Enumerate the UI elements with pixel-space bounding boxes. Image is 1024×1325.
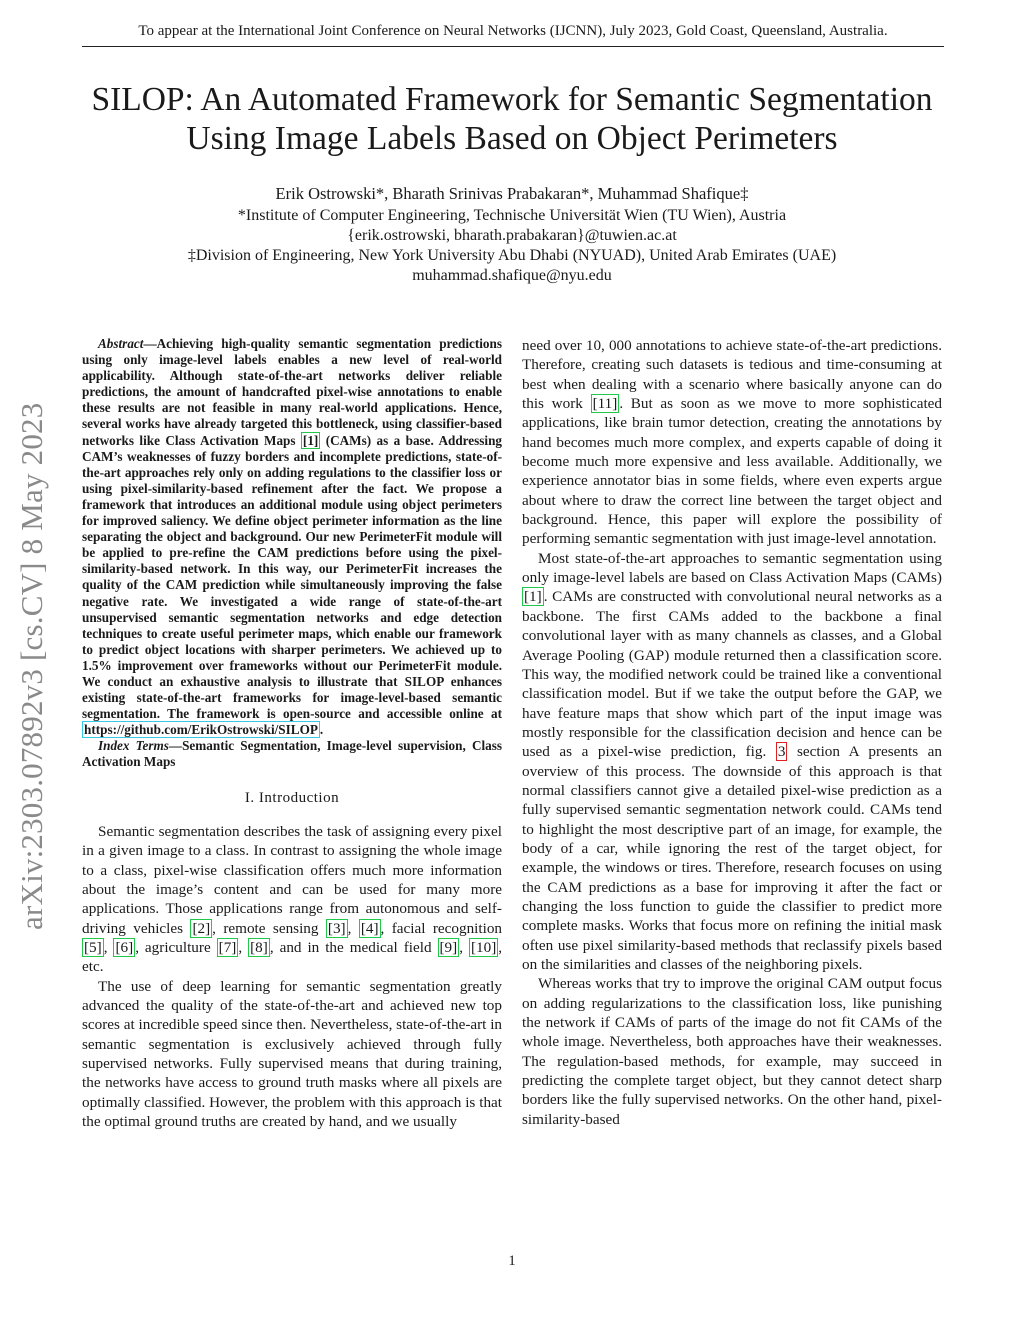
arxiv-stamp: arXiv:2303.07892v3 [cs.CV] 8 May 2023 — [14, 402, 49, 930]
citation-link[interactable]: [9] — [439, 938, 458, 956]
citation-link[interactable]: [2] — [192, 919, 211, 937]
citation-link[interactable]: [6] — [115, 938, 134, 956]
right-column — [522, 336, 942, 1129]
email-2: muhammad.shafique@nyu.edu — [412, 267, 612, 284]
right-paragraph-2: Most state-of-the-art approaches to semantic segmentation using only image-level labels are based on Class Activation Maps (CAMs) [1] . CAMs are constructed with convolutional neural networks as a backbone. The first CAMs added to the backbone a final convolutional layer with as many channels as classes, and a Global Average Pooling (GAP) module returned then a classification score. This way, the modified network could be trained like a conventional classification model. But if we take the output before the GAP, we have feature maps that show which part of the input image was mostly responsible for the classification decision and hence can be used as a pixel-wise prediction, fig. 3 section A presents an overview of this process. The downside of this approach is that normal classifiers cannot give a detailed pixel-wise prediction as a fully supervised semantic segmentation network could. CAMs tend to highlight the most descriptive part of an image, for example, the body of a car, while ignoring the rest of the target object, for example, the windows or tires. Therefore, research focuses on using the CAM predictions as a base for improving it after the fact or changing the loss function to guide the classifier to predict more complete masks. Works that focus more on refining the initial mask often use pixel similarity-based methods that reclassify pixels based on the similarities and classes of the neighboring pixels. — [522, 549, 942, 973]
page-number: 1 — [508, 1253, 516, 1269]
affiliation-2: ‡Division of Engineering, New York University Abu Dhabi (NYUAD), United Arab Emirates (UAE) — [187, 247, 837, 264]
index-terms-label: Index Terms — [98, 738, 169, 754]
intro-paragraph-1: Semantic segmentation describes the task of assigning every pixel in a given image to a class. In contrast to assigning the whole image to a class, pixel-wise classification offers much more information about the image’s content and can be used for many more applications. Those applications range from autonomous and self-driving vehicles [2] , remote sensing [3] , [4] , facial recognition [5] , [6] , agriculture [7] , [8] , and in the medical field [9] , [10] , etc. — [82, 822, 503, 976]
intro-paragraph-2: The use of deep learning for semantic segmentation greatly advanced the quality of the state-of-the-art and achieved new top scores at incredible speed since then. Nevertheless, state-of-the-art in semantic segmentation is exclusively achieved through fully supervised networks. Fully supervised means that during training, the networks have access to ground truth masks where all pixels are optimally classified. However, the problem with this approach is that the optimal ground truths are created by hand, and we usually — [82, 977, 503, 1131]
author-names: Erik Ostrowski*, Bharath Srinivas Prabakaran*, Muhammad Shafique‡ — [275, 184, 749, 203]
citation-link[interactable]: [1] — [524, 588, 542, 606]
email-1: {erik.ostrowski, bharath.prabakaran}@tuwien.ac.at — [347, 227, 677, 244]
citation-link[interactable]: [4] — [360, 919, 379, 937]
citation-link[interactable]: [5] — [84, 938, 102, 956]
left-column — [82, 336, 502, 1131]
figure-link[interactable]: 3 — [777, 743, 786, 761]
abstract-text-b: (CAMs) as a base. Addressing CAM’s weaknesses of fuzzy borders and incomplete predictions, state-of-the-art approaches rely only on adding regulations to the classifier loss or using pixel-similarity-based refinement after the fact. We propose a framework that introduces an additional module using object perimeters for improved saliency. We define object perimeter information as the line separating the object and background. Our new PerimeterFit module will be applied to pre-refine the CAM predictions before using the pixel-similarity-based network. In this way, our PerimeterFit increases the quality of the CAM prediction while simultaneously improving the false negative rate. We investigated a wide range of state-of-the-art unsupervised semantic segmentation networks and edge detection techniques to create useful perimeter maps, which enable our framework to predict object locations with sharper perimeters. We achieved up to 1.5% improvement over frameworks without our PerimeterFit module. We conduct an exhaustive analysis to illustrate that SILOP enhances existing state-of-the-art frameworks for image-level-based semantic segmentation. The framework is open-source and accessible online at — [82, 432, 502, 722]
title-line-2: Using Image Labels Based on Object Perimeters — [186, 120, 838, 157]
citation-link[interactable]: [8] — [250, 938, 268, 956]
right-paragraph-3: Whereas works that try to improve the original CAM output focus on adding regularizations to the classification loss, like punishing the network if CAMs of parts of the image do not fit CAMs of the whole image. Nevertheless, both approaches have their weaknesses. The regulation-based methods, for example, may succeed in predicting the complete target object, but they cannot detect sharp borders like the fully supervised networks. On the other hand, pixel-similarity-based — [522, 975, 942, 1128]
paper-title — [60, 80, 964, 158]
github-link[interactable]: https://github.com/ErikOstrowski/SILOP — [84, 722, 318, 738]
affiliation-1: *Institute of Computer Engineering, Technische Universität Wien (TU Wien), Austria — [237, 207, 787, 224]
index-terms — [82, 738, 502, 770]
citation-link[interactable]: [3] — [327, 919, 346, 937]
abstract: Abstract—Achieving high-quality semantic segmentation predictions using only image-level labels enables a new level of real-world applicability. Although state-of-the-art networks deliver reliable predictions, the amount of handcrafted pixel-wise annotations to enable these results are not feasible in many real-world applications. Hence, several works have already targeted this bottleneck, using classifier-based networks like Class Activation Maps [1] (CAMs) as a base. Addressing CAM’s weaknesses of fuzzy borders and incomplete predictions, state-of-the-art approaches rely only on adding regulations to the classifier loss or using pixel-similarity-based refinement after the fact. We propose a framework that introduces an additional module using object perimeters for improved saliency. We define object perimeter information as the line separating the object and background. Our new PerimeterFit module will be applied to pre-refine the CAM predictions before using the pixel-similarity-based network. In this way, our PerimeterFit increases the quality of the CAM prediction while simultaneously improving the false negative rate. We investigated a wide range of state-of-the-art unsupervised semantic segmentation networks and edge detection techniques to create useful perimeter maps, which enable our framework to predict object locations with sharper perimeters. We achieved up to 1.5% improvement over frameworks without our PerimeterFit module. We conduct an exhaustive analysis to illustrate that SILOP enhances existing state-of-the-art frameworks for image-level-based semantic segmentation. The framework is open-source and accessible online at https://github.com/ErikOstrowski/SILOP . — [82, 336, 502, 738]
citation-link[interactable]: [11] — [592, 395, 618, 413]
conference-note: To appear at the International Joint Conference on Neural Networks (IJCNN), July 2023, Gold Coast, Queensland, Australia. — [82, 23, 944, 47]
author-block — [60, 184, 964, 286]
section-heading: I. Introduction — [244, 789, 340, 806]
right-paragraph-1: need over 10, 000 annotations to achieve state-of-the-art predictions. Therefore, creating such datasets is tedious and time-consuming at best when dealing with a scenario where basically anyone can do this work [11] . But as soon as we move to more sophisticated applications, like brain tumor detection, creating the annotations by hand becomes much more complex, and experts capable of doing it become much more expensive and less available. Additionally, we experience annotator bias in some fields, where even experts argue about where to draw the correct line between the target object and background. Hence, this paper will explore the possibility of performing semantic segmentation with just image-level annotation. — [522, 337, 943, 548]
abstract-label: Abstract — [98, 336, 144, 351]
title-line-1: SILOP: An Automated Framework for Semantic Segmentation — [91, 81, 933, 118]
citation-link[interactable]: [10] — [470, 938, 497, 956]
citation-link[interactable]: [7] — [218, 938, 237, 956]
index-terms-text: —Semantic Segmentation, Image-level supervision, Class Activation Maps — [82, 738, 502, 770]
abstract-text-a: —Achieving high-quality semantic segmentation predictions using only image-level labels enables a new level of real-world applicability. Although state-of-the-art networks deliver reliable predictions, the amount of handcrafted pixel-wise annotations to enable these results are not feasible in many real-world applications. Hence, several works have already targeted this bottleneck, using classifier-based networks like Class Activation Maps — [82, 336, 502, 448]
citation-link[interactable]: [1] — [302, 432, 319, 448]
